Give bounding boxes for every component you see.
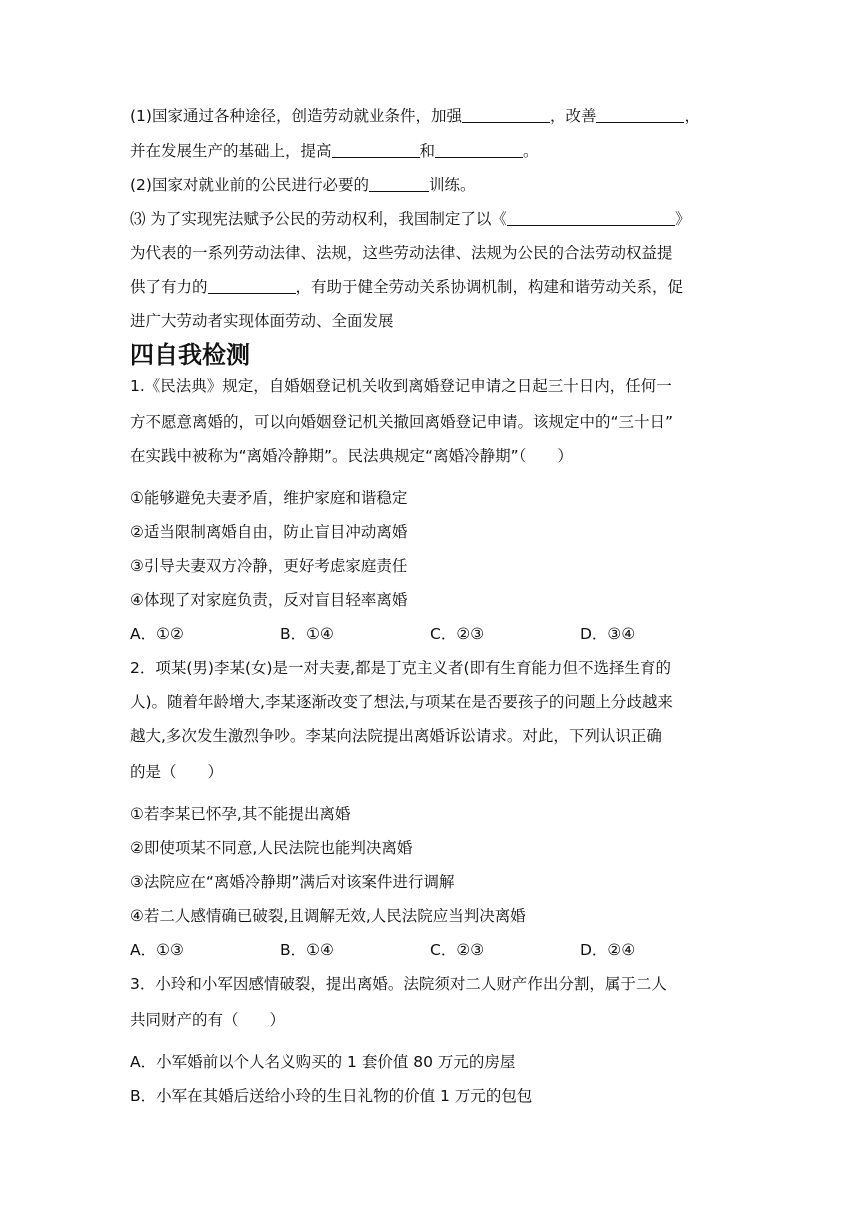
answer-blank <box>507 209 675 226</box>
q1-statement: ③引导夫妻双方冷静，更好考虑家庭责任 <box>130 557 408 575</box>
q3-option-a[interactable]: A．小军婚前以个人名义购买的 1 套价值 80 万元的房屋 <box>130 1053 516 1071</box>
item2-text-b: 训练。 <box>428 176 476 194</box>
q2-stem-line1: 2．项某(男)李某(女)是一对夫妻,都是丁克主义者(即有生育能力但不选择生育的 <box>130 659 672 677</box>
q2-option-d[interactable]: D．②④ <box>580 941 636 959</box>
q3-stem-line1: 3．小玲和小军因感情破裂，提出离婚。法院须对二人财产作出分割，属于二人 <box>130 975 667 993</box>
item2-text-a: (2)国家对就业前的公民进行必要的 <box>130 176 369 194</box>
q1-option-d[interactable]: D．③④ <box>580 625 636 643</box>
answer-blank <box>435 141 523 158</box>
q2-statement: ①若李某已怀孕,其不能提出离婚 <box>130 805 351 823</box>
answer-blank <box>369 175 429 192</box>
q1-stem-line2: 方不愿意离婚的，可以向婚姻登记机关撤回离婚登记申请。该规定中的“三十日” <box>130 413 674 431</box>
item3-line1 <box>130 209 690 229</box>
q1-option-b[interactable]: B．①④ <box>280 625 334 643</box>
item3-line2: 为代表的一系列劳动法律、法规，这些劳动法律、法规为公民的合法劳动权益提 <box>130 244 673 262</box>
q2-statement: ④若二人感情确已破裂,且调解无效,人民法院应当判决离婚 <box>130 907 526 925</box>
q1-statement: ①能够避免夫妻矛盾，维护家庭和谐稳定 <box>130 489 408 507</box>
answer-blank <box>462 106 550 123</box>
q1-statement: ②适当限制离婚自由，防止盲目冲动离婚 <box>130 523 408 541</box>
q3-stem-line2: 共同财产的有（ ） <box>130 1011 286 1029</box>
q2-statement: ③法院应在“离婚冷静期”满后对该案件进行调解 <box>130 873 455 891</box>
q1-stem-line1: 1.《民法典》规定，自婚姻登记机关收到离婚登记申请之日起三十日内，任何一 <box>130 377 672 395</box>
answer-blank <box>596 106 684 123</box>
item1-text-a: (1)国家通过各种途径，创造劳动就业条件，加强 <box>130 107 462 125</box>
item1-text-d: 并在发展生产的基础上，提高 <box>130 142 332 160</box>
q2-option-c[interactable]: C．②③ <box>430 941 485 959</box>
q2-statement: ②即使项某不同意,人民法院也能判决离婚 <box>130 839 413 857</box>
q2-stem-line4: 的是（ ） <box>130 763 224 781</box>
item1-line1 <box>130 106 700 126</box>
q1-stem-line3: 在实践中被称为“离婚冷静期”。民法典规定“离婚冷静期”（ ） <box>130 447 573 465</box>
q1-option-a[interactable]: A．①② <box>130 625 184 643</box>
answer-blank <box>208 277 296 294</box>
q2-option-b[interactable]: B．①④ <box>280 941 334 959</box>
q2-option-a[interactable]: A．①③ <box>130 941 184 959</box>
section-heading: 四自我检测 <box>130 341 250 369</box>
item3-line3 <box>130 277 683 297</box>
item2-line <box>130 175 475 195</box>
q2-stem-line2: 人)。随着年龄增大,李某逐渐改变了想法,与项某在是否要孩子的问题上分歧越来 <box>130 693 673 711</box>
item3-text-d: ，有助于健全劳动关系协调机制，构建和谐劳动关系，促 <box>295 278 684 296</box>
item1-text-e: 和 <box>419 142 436 160</box>
item3-text-b: 》 <box>674 210 691 228</box>
item1-text-c: ， <box>684 107 700 125</box>
item3-text-a: ⑶ 为了实现宪法赋予公民的劳动权利，我国制定了以《 <box>130 210 507 228</box>
item1-text-f: 。 <box>523 142 539 160</box>
item1-line2 <box>130 141 539 161</box>
q1-option-c[interactable]: C．②③ <box>430 625 485 643</box>
q2-stem-line3: 越大,多次发生激烈争吵。李某向法院提出离婚诉讼请求。对此，下列认识正确 <box>130 727 662 745</box>
q3-option-b[interactable]: B．小军在其婚后送给小玲的生日礼物的价值 1 万元的包包 <box>130 1087 533 1105</box>
q1-statement: ④体现了对家庭负责，反对盲目轻率离婚 <box>130 591 408 609</box>
item1-text-b: ，改善 <box>549 107 597 125</box>
item3-text-c: 供了有力的 <box>130 278 208 296</box>
item3-line4: 进广大劳动者实现体面劳动、全面发展 <box>130 312 394 330</box>
answer-blank <box>332 141 420 158</box>
